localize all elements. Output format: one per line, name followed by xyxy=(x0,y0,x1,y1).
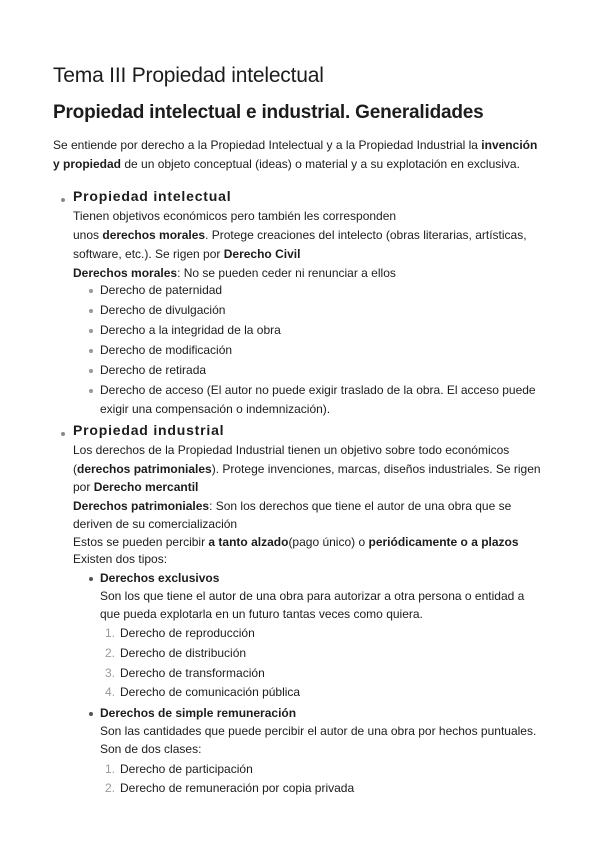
text-span: unos xyxy=(73,228,103,242)
section-heading: Propiedad intelectual e industrial. Generalidades xyxy=(53,102,484,123)
intelectual-title: Propiedad intelectual xyxy=(73,188,232,204)
intro-bold: y propiedad xyxy=(53,157,122,171)
text-span: . Protege creaciones del intelecto (obras literarias, artísticas, xyxy=(205,228,527,242)
numbered-item: Derecho de participación xyxy=(120,762,253,776)
text-line xyxy=(73,497,511,516)
intro-text: de un objeto conceptual (ideas) o material y a su explotación en exclusiva. xyxy=(121,157,520,171)
bold-term: periódicamente o a plazos xyxy=(368,535,519,549)
numbered-item: Derecho de transformación xyxy=(120,666,265,680)
bullet-dot xyxy=(89,577,93,581)
bullet-dot xyxy=(89,289,93,293)
text-span: por xyxy=(73,480,94,494)
bold-term: a tanto alzado xyxy=(208,535,289,549)
intro-text: Se entiende por derecho a la Propiedad Intelectual y a la Propiedad Industrial la xyxy=(53,138,482,152)
text-line: Tienen objetivos económicos pero también les corresponden xyxy=(73,209,397,223)
list-item: Derecho de retirada xyxy=(100,363,207,377)
bullet-dot xyxy=(89,309,93,313)
bullet-dot xyxy=(89,329,93,333)
list-number: 2. xyxy=(104,646,115,660)
list-item: Derecho a la integridad de la obra xyxy=(100,323,281,337)
text-line: Son los que tiene el autor de una obra para autorizar a otra persona o entidad a xyxy=(100,589,525,603)
text-span: ( xyxy=(73,462,77,476)
text-line xyxy=(73,478,198,497)
list-number: 3. xyxy=(104,666,115,680)
text-line: Los derechos de la Propiedad Industrial tienen un objetivo sobre todo económicos xyxy=(73,443,510,457)
text-span: Estos se pueden percibir xyxy=(73,535,209,549)
bullet-dot xyxy=(89,389,93,393)
subsection-title xyxy=(100,569,219,588)
text-line: Son las cantidades que puede percibir el autor de una obra por hechos puntuales. xyxy=(100,724,537,738)
bold-term: Derechos de simple remuneración xyxy=(100,706,297,720)
bold-term: Derecho mercantil xyxy=(93,480,199,494)
bullet-dot xyxy=(61,198,65,202)
text-line: Son de dos clases: xyxy=(100,742,202,756)
bold-term: Derecho Civil xyxy=(223,247,301,261)
numbered-item: Derecho de remuneración por copia privada xyxy=(120,781,355,795)
text-line xyxy=(73,460,541,479)
intro-paragraph xyxy=(53,136,553,174)
bold-term: Derechos patrimoniales xyxy=(73,499,210,513)
list-number: 1. xyxy=(104,626,115,640)
bold-term: Derechos morales xyxy=(73,266,178,280)
text-line xyxy=(73,245,300,264)
bold-term: Derechos exclusivos xyxy=(100,571,220,585)
text-line: Existen dos tipos: xyxy=(73,552,168,566)
list-number: 4. xyxy=(104,685,115,699)
list-item: Derecho de modificación xyxy=(100,343,233,357)
page-title: Tema III Propiedad intelectual xyxy=(53,64,324,87)
text-span: (pago único) o xyxy=(288,535,369,549)
numbered-item: Derecho de reproducción xyxy=(120,626,255,640)
text-span: : No se pueden ceder ni renunciar a ellos xyxy=(177,266,396,280)
numbered-item: Derecho de comunicación pública xyxy=(120,685,301,699)
text-line: que pueda explotarla en un futuro tantas veces como quiera. xyxy=(100,607,423,621)
bullet-dot xyxy=(89,349,93,353)
industrial-title: Propiedad industrial xyxy=(73,422,225,438)
text-line xyxy=(73,226,527,245)
list-item: Derecho de acceso (El autor no puede exigir traslado de la obra. El acceso puede xyxy=(100,383,536,397)
numbered-item: Derecho de distribución xyxy=(120,646,247,660)
bold-term: derechos patrimoniales xyxy=(77,462,212,476)
bold-term: derechos morales xyxy=(102,228,206,242)
list-number: 1. xyxy=(104,762,115,776)
subsection-title xyxy=(100,704,296,723)
text-span: : Son los derechos que tiene el autor de una obra que se xyxy=(209,499,512,513)
bullet-dot xyxy=(89,712,93,716)
text-span: software, etc.). Se rigen por xyxy=(73,247,224,261)
text-span: ). Protege invenciones, marcas, diseños industriales. Se rigen xyxy=(211,462,541,476)
bullet-dot xyxy=(61,432,65,436)
list-item-continuation: exigir una compensación o indemnización). xyxy=(100,402,331,416)
list-item: Derecho de paternidad xyxy=(100,283,223,297)
list-item: Derecho de divulgación xyxy=(100,303,226,317)
intro-bold: invención xyxy=(481,138,538,152)
bullet-dot xyxy=(89,369,93,373)
list-number: 2. xyxy=(104,781,115,795)
text-line: deriven de su comercialización xyxy=(73,517,238,531)
